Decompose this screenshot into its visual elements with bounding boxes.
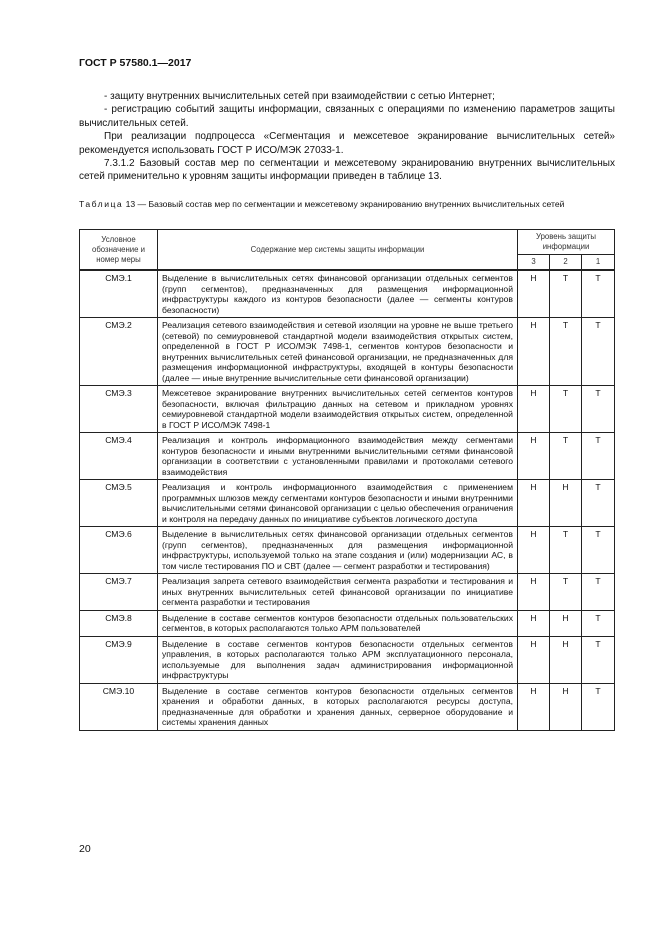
level-3-value: Н: [518, 480, 550, 527]
table-row: [80, 480, 615, 527]
table-caption-text: 13 — Базовый состав мер по сегментации и межсетевому экранированию внутренних вычислительных сетей: [123, 199, 565, 209]
level-3-value: Н: [518, 433, 550, 480]
level-2-value: Т: [550, 270, 582, 318]
level-1-value: Т: [582, 318, 615, 386]
level-1-value: Т: [582, 683, 615, 730]
table-row: [80, 636, 615, 683]
table-row: [80, 270, 615, 318]
header-code: Условное обозначение и номер меры: [80, 230, 158, 271]
level-1-value: Т: [582, 433, 615, 480]
measure-code: СМЭ.3: [80, 386, 158, 433]
measure-text: Выделение в составе сегментов контуров безопасности отдельных пользовательских сегментов, в которых располагаются только АРМ пользователей: [158, 610, 518, 636]
level-2-value: Т: [550, 433, 582, 480]
paragraph: - защиту внутренних вычислительных сетей при взаимодействии с сетью Интернет;: [104, 91, 495, 102]
level-3-value: Н: [518, 683, 550, 730]
table-row: [80, 574, 615, 611]
level-3-value: Н: [518, 386, 550, 433]
header-content: Содержание мер системы защиты информации: [158, 230, 518, 271]
table-row: [80, 527, 615, 574]
level-1-value: Т: [582, 480, 615, 527]
page-number: 20: [79, 843, 91, 855]
measure-code: СМЭ.1: [80, 270, 158, 318]
measures-table: [79, 229, 615, 731]
measure-code: СМЭ.5: [80, 480, 158, 527]
header-level: Уровень защиты информации: [518, 230, 615, 255]
level-2-value: Н: [550, 480, 582, 527]
paragraph: - регистрацию событий защиты информации, связанных с операциями по изменению параметров защиты вычислительных сетей.: [79, 104, 615, 129]
level-1-value: Т: [582, 610, 615, 636]
table-caption-label: Таблица: [79, 199, 124, 209]
level-2-value: Т: [550, 527, 582, 574]
header-level-1: 1: [582, 255, 615, 271]
level-1-value: Т: [582, 527, 615, 574]
level-2-value: Т: [550, 318, 582, 386]
level-3-value: Н: [518, 318, 550, 386]
paragraph: При реализации подпроцесса «Сегментация и межсетевое экранирование вычислительных сетей» рекомендуется использовать ГОСТ Р ИСО/МЭК 27033-1.: [79, 131, 615, 156]
measure-code: СМЭ.6: [80, 527, 158, 574]
level-2-value: Т: [550, 386, 582, 433]
level-1-value: Т: [582, 386, 615, 433]
table-caption: [79, 199, 615, 210]
level-2-value: Н: [550, 636, 582, 683]
table-row: [80, 386, 615, 433]
measure-text: Реализация и контроль информационного взаимодействия между сегментами контуров безопасности и иными внутренними вычислительными сетями финансовой организации в соответствии с установленными правилами и протоколами сетевого взаимодействия: [158, 433, 518, 480]
table-row: [80, 433, 615, 480]
measure-text: Реализация запрета сетевого взаимодействия сегмента разработки и тестирования и иных внутренних вычислительных сетей финансовой организации по инициативе сегмента разработки и тестирования: [158, 574, 518, 611]
level-3-value: Н: [518, 610, 550, 636]
header-level-2: 2: [550, 255, 582, 271]
header-level-3: 3: [518, 255, 550, 271]
measure-text: Выделение в вычислительных сетях финансовой организации отдельных сегментов (групп сегментов), предназначенных для размещения информационной инфраструктуры, используемой только на этапе создания и (или) модернизации АС, в том числе тестирования ПО и СВТ (далее — сегмент разработки и тестирования): [158, 527, 518, 574]
table-row: [80, 610, 615, 636]
level-1-value: Т: [582, 574, 615, 611]
document-header: ГОСТ Р 57580.1—2017: [79, 57, 192, 69]
measure-code: СМЭ.8: [80, 610, 158, 636]
level-1-value: Т: [582, 270, 615, 318]
level-2-value: Н: [550, 610, 582, 636]
level-3-value: Н: [518, 270, 550, 318]
table-row: [80, 318, 615, 386]
measure-code: СМЭ.4: [80, 433, 158, 480]
level-3-value: Н: [518, 636, 550, 683]
measure-code: СМЭ.9: [80, 636, 158, 683]
table-row: [80, 683, 615, 730]
measure-code: СМЭ.2: [80, 318, 158, 386]
measure-code: СМЭ.10: [80, 683, 158, 730]
measure-text: Выделение в составе сегментов контуров безопасности отдельных сегментов управления, в которых располагаются только АРМ эксплуатационного персонала, используемые для выполнения задач администрирования информационной инфраструктуры: [158, 636, 518, 683]
level-1-value: Т: [582, 636, 615, 683]
measure-text: Выделение в вычислительных сетях финансовой организации отдельных сегментов (групп сегментов), предназначенных для размещения информационной инфраструктуры каждого из контуров безопасности (далее — сегменты контуров безопасности): [158, 270, 518, 318]
level-2-value: Т: [550, 574, 582, 611]
measure-text: Выделение в составе сегментов контуров безопасности отдельных сегментов хранения и обработки данных, в которых располагаются ресурсы доступа, предназначенные для обработки и хранения данных, серверное оборудование и системы хранения данных: [158, 683, 518, 730]
level-3-value: Н: [518, 527, 550, 574]
measure-text: Реализация сетевого взаимодействия и сетевой изоляции на уровне не выше третьего (сетевой) по семиуровневой стандартной модели взаимодействия открытых систем, определенной в ГОСТ Р ИСО/МЭК 7498-1, сегментов контуров безопасности и внутренних вычислительных сетей финансовой организации, не предназначенных для размещения информационной инфраструктуры, входящей в контуры безопасности (далее — иные внутренние вычислительные сети финансовой организации): [158, 318, 518, 386]
body-text: [79, 90, 615, 184]
measure-code: СМЭ.7: [80, 574, 158, 611]
paragraph: 7.3.1.2 Базовый состав мер по сегментации и межсетевому экранированию внутренних вычислительных сетей применительно к уровням защиты информации приведен в таблице 13.: [79, 158, 615, 183]
level-3-value: Н: [518, 574, 550, 611]
level-2-value: Н: [550, 683, 582, 730]
measure-text: Межсетевое экранирование внутренних вычислительных сетей сегментов контуров безопасности, включая фильтрацию данных на сетевом и прикладном уровнях семиуровневой стандартной модели взаимодействия открытых систем, определенной в ГОСТ Р ИСО/МЭК 7498-1: [158, 386, 518, 433]
measure-text: Реализация и контроль информационного взаимодействия с применением программных шлюзов между сегментами контуров безопасности и иными внутренними вычислительными сетями финансовой организации с целью обеспечения ограничения и контроля на передачу данных по инициативе субъектов логического доступа: [158, 480, 518, 527]
